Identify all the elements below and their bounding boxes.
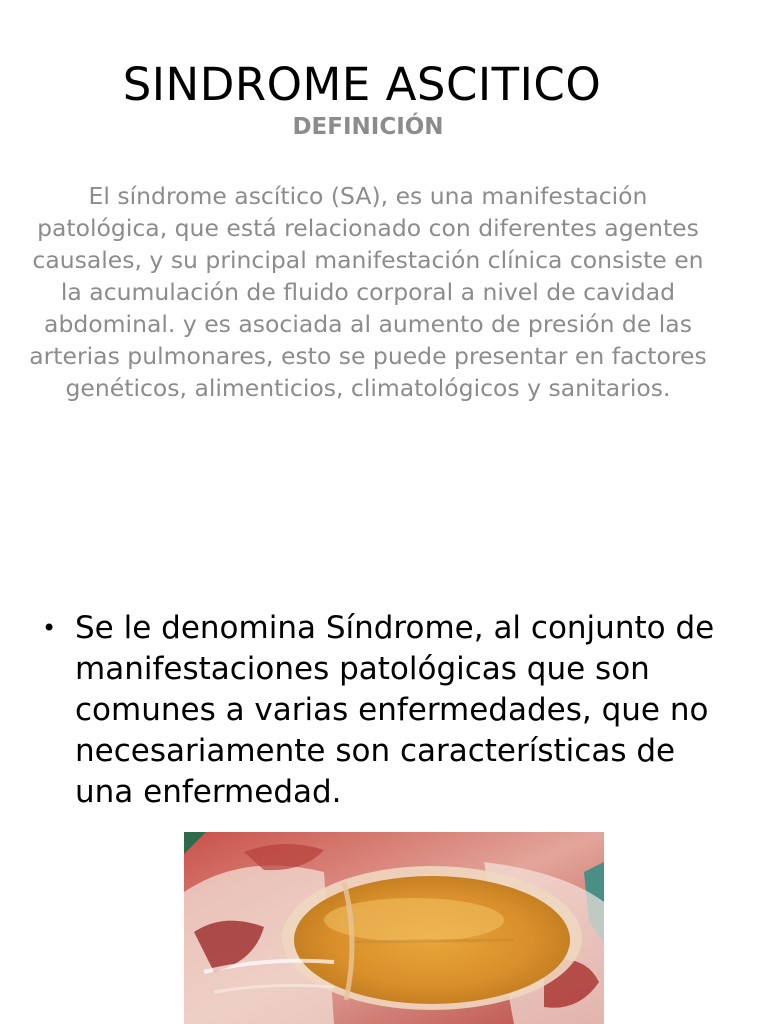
slide-title: SINDROME ASCITICO <box>122 58 602 111</box>
ascites-photo-icon <box>184 832 604 1024</box>
definition-text: El síndrome ascítico (SA), es una manifestación patológica, que está relacionado con diferentes agentes causales, y su principal manifestación clínica consiste en la acumulación de fluido corporal a nivel de cavidad abdominal. y es asociada al aumento de presión de las arterias pulmonares, esto se puede presentar en factores genéticos, alimenticios, climatológicos y sanitarios. <box>29 182 707 402</box>
bullet-icon: • <box>42 614 57 642</box>
definition-heading: DEFINICIÓN <box>292 114 444 140</box>
bullet-text: Se le denomina Síndrome, al conjunto de manifestaciones patológicas que son comunes a varias enfermedades, que no necesariamente son características de una enfermedad. <box>75 610 715 810</box>
bullet-list <box>36 608 716 813</box>
bullet-item <box>36 608 716 813</box>
